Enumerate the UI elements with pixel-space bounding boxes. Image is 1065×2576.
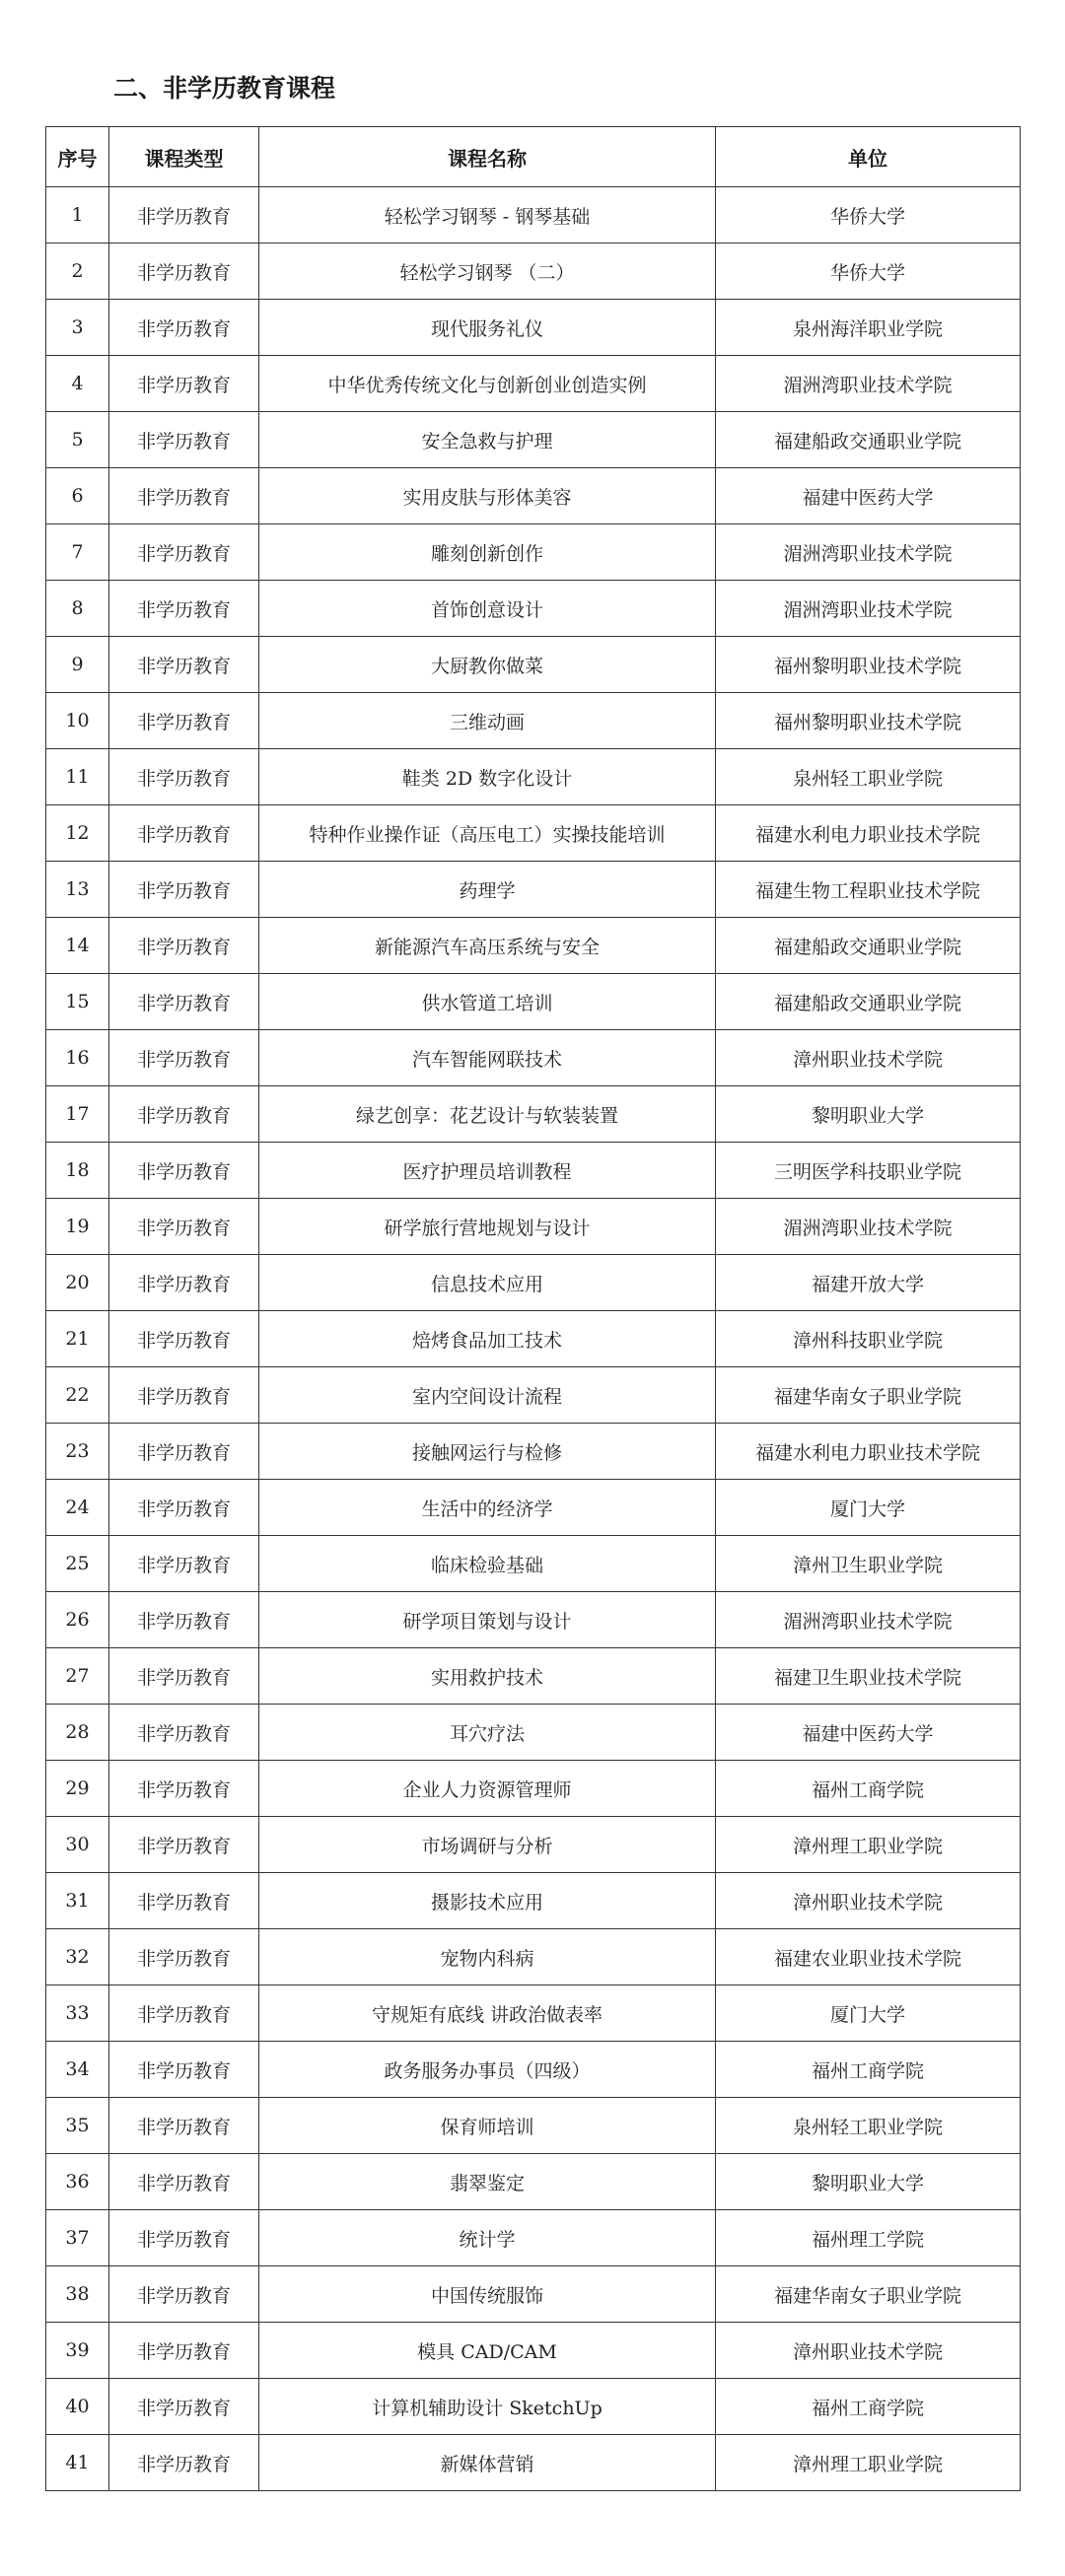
cell-type: 非学历教育 (109, 1761, 259, 1817)
cell-name: 三维动画 (259, 693, 716, 749)
cell-no: 7 (46, 524, 109, 581)
cell-type: 非学历教育 (109, 581, 259, 637)
cell-no: 39 (46, 2323, 109, 2379)
cell-name: 焙烤食品加工技术 (259, 1311, 716, 1367)
cell-unit: 福州黎明职业技术学院 (716, 637, 1021, 693)
table-row (46, 244, 1021, 300)
table-row (46, 1480, 1021, 1536)
cell-no: 40 (46, 2379, 109, 2435)
cell-type: 非学历教育 (109, 1030, 259, 1086)
table-row (46, 1143, 1021, 1199)
header-no: 序号 (46, 127, 109, 187)
cell-no: 17 (46, 1086, 109, 1143)
table-row (46, 805, 1021, 862)
cell-no: 37 (46, 2210, 109, 2266)
cell-no: 32 (46, 1929, 109, 1985)
cell-unit: 华侨大学 (716, 187, 1021, 244)
cell-no: 12 (46, 805, 109, 862)
cell-type: 非学历教育 (109, 2042, 259, 2098)
table-row (46, 2323, 1021, 2379)
cell-no: 28 (46, 1705, 109, 1761)
table-row (46, 1761, 1021, 1817)
cell-type: 非学历教育 (109, 468, 259, 524)
table-row (46, 637, 1021, 693)
cell-no: 35 (46, 2098, 109, 2154)
cell-name: 室内空间设计流程 (259, 1367, 716, 1424)
cell-unit: 华侨大学 (716, 244, 1021, 300)
table-row (46, 1424, 1021, 1480)
cell-unit: 福州理工学院 (716, 2210, 1021, 2266)
cell-name: 药理学 (259, 862, 716, 918)
cell-no: 1 (46, 187, 109, 244)
cell-name: 大厨教你做菜 (259, 637, 716, 693)
cell-name: 市场调研与分析 (259, 1817, 716, 1873)
header-name: 课程名称 (259, 127, 716, 187)
cell-no: 6 (46, 468, 109, 524)
cell-name: 模具 CAD/CAM (259, 2323, 716, 2379)
cell-name: 绿艺创享：花艺设计与软装装置 (259, 1086, 716, 1143)
cell-unit: 福建生物工程职业技术学院 (716, 862, 1021, 918)
cell-no: 20 (46, 1255, 109, 1311)
cell-unit: 福建水利电力职业技术学院 (716, 1424, 1021, 1480)
table-row (46, 412, 1021, 468)
cell-name: 轻松学习钢琴 - 钢琴基础 (259, 187, 716, 244)
cell-type: 非学历教育 (109, 1199, 259, 1255)
cell-name: 耳穴疗法 (259, 1705, 716, 1761)
cell-unit: 漳州理工职业学院 (716, 1817, 1021, 1873)
cell-no: 15 (46, 974, 109, 1030)
cell-name: 中华优秀传统文化与创新创业创造实例 (259, 356, 716, 412)
cell-name: 信息技术应用 (259, 1255, 716, 1311)
cell-name: 临床检验基础 (259, 1536, 716, 1592)
cell-unit: 福建华南女子职业学院 (716, 2266, 1021, 2323)
cell-name: 特种作业操作证（高压电工）实操技能培训 (259, 805, 716, 862)
cell-unit: 福建船政交通职业学院 (716, 974, 1021, 1030)
cell-name: 雕刻创新创作 (259, 524, 716, 581)
table-row (46, 1536, 1021, 1592)
table-row (46, 2379, 1021, 2435)
cell-name: 供水管道工培训 (259, 974, 716, 1030)
cell-no: 4 (46, 356, 109, 412)
table-row (46, 2154, 1021, 2210)
cell-no: 3 (46, 300, 109, 356)
cell-name: 现代服务礼仪 (259, 300, 716, 356)
cell-no: 2 (46, 244, 109, 300)
cell-unit: 福建中医药大学 (716, 1705, 1021, 1761)
table-row (46, 749, 1021, 805)
cell-unit: 福建农业职业技术学院 (716, 1929, 1021, 1985)
table-row (46, 1985, 1021, 2042)
cell-no: 22 (46, 1367, 109, 1424)
cell-name: 生活中的经济学 (259, 1480, 716, 1536)
cell-type: 非学历教育 (109, 2379, 259, 2435)
cell-name: 保育师培训 (259, 2098, 716, 2154)
cell-type: 非学历教育 (109, 1480, 259, 1536)
cell-type: 非学历教育 (109, 1086, 259, 1143)
cell-unit: 福建中医药大学 (716, 468, 1021, 524)
cell-no: 23 (46, 1424, 109, 1480)
table-row (46, 2042, 1021, 2098)
table-row (46, 1648, 1021, 1705)
cell-type: 非学历教育 (109, 805, 259, 862)
table-row (46, 468, 1021, 524)
cell-no: 25 (46, 1536, 109, 1592)
cell-no: 33 (46, 1985, 109, 2042)
table-row (46, 1199, 1021, 1255)
cell-type: 非学历教育 (109, 1255, 259, 1311)
cell-type: 非学历教育 (109, 244, 259, 300)
cell-no: 38 (46, 2266, 109, 2323)
table-row (46, 974, 1021, 1030)
cell-type: 非学历教育 (109, 918, 259, 974)
cell-unit: 漳州职业技术学院 (716, 1030, 1021, 1086)
table-row (46, 1086, 1021, 1143)
cell-name: 安全急救与护理 (259, 412, 716, 468)
cell-no: 18 (46, 1143, 109, 1199)
cell-unit: 漳州理工职业学院 (716, 2435, 1021, 2491)
cell-type: 非学历教育 (109, 1929, 259, 1985)
header-unit: 单位 (716, 127, 1021, 187)
cell-type: 非学历教育 (109, 862, 259, 918)
cell-no: 41 (46, 2435, 109, 2491)
table-row (46, 2098, 1021, 2154)
cell-name: 实用救护技术 (259, 1648, 716, 1705)
cell-unit: 湄洲湾职业技术学院 (716, 1199, 1021, 1255)
cell-type: 非学历教育 (109, 1367, 259, 1424)
table-row (46, 581, 1021, 637)
table-row (46, 2210, 1021, 2266)
cell-type: 非学历教育 (109, 1536, 259, 1592)
cell-name: 新能源汽车高压系统与安全 (259, 918, 716, 974)
course-table (45, 126, 1021, 2491)
cell-unit: 漳州卫生职业学院 (716, 1536, 1021, 1592)
table-row (46, 2435, 1021, 2491)
cell-type: 非学历教育 (109, 1817, 259, 1873)
cell-name: 计算机辅助设计 SketchUp (259, 2379, 716, 2435)
cell-name: 翡翠鉴定 (259, 2154, 716, 2210)
cell-unit: 厦门大学 (716, 1985, 1021, 2042)
cell-unit: 湄洲湾职业技术学院 (716, 581, 1021, 637)
table-row (46, 1873, 1021, 1929)
cell-type: 非学历教育 (109, 2154, 259, 2210)
cell-no: 16 (46, 1030, 109, 1086)
table-body (46, 187, 1021, 2491)
table-row (46, 524, 1021, 581)
table-row (46, 187, 1021, 244)
cell-type: 非学历教育 (109, 1985, 259, 2042)
cell-unit: 漳州职业技术学院 (716, 1873, 1021, 1929)
cell-no: 30 (46, 1817, 109, 1873)
cell-type: 非学历教育 (109, 1648, 259, 1705)
cell-unit: 福建华南女子职业学院 (716, 1367, 1021, 1424)
cell-type: 非学历教育 (109, 749, 259, 805)
cell-no: 11 (46, 749, 109, 805)
cell-type: 非学历教育 (109, 1311, 259, 1367)
cell-unit: 福建卫生职业技术学院 (716, 1648, 1021, 1705)
cell-name: 企业人力资源管理师 (259, 1761, 716, 1817)
cell-unit: 漳州职业技术学院 (716, 2323, 1021, 2379)
cell-no: 34 (46, 2042, 109, 2098)
cell-name: 摄影技术应用 (259, 1873, 716, 1929)
cell-unit: 湄洲湾职业技术学院 (716, 1592, 1021, 1648)
cell-name: 鞋类 2D 数字化设计 (259, 749, 716, 805)
cell-no: 8 (46, 581, 109, 637)
cell-type: 非学历教育 (109, 1143, 259, 1199)
table-row (46, 1929, 1021, 1985)
table-row (46, 693, 1021, 749)
cell-name: 医疗护理员培训教程 (259, 1143, 716, 1199)
cell-type: 非学历教育 (109, 2435, 259, 2491)
table-row (46, 1367, 1021, 1424)
cell-name: 首饰创意设计 (259, 581, 716, 637)
cell-type: 非学历教育 (109, 2210, 259, 2266)
cell-no: 5 (46, 412, 109, 468)
cell-unit: 泉州轻工职业学院 (716, 2098, 1021, 2154)
cell-name: 汽车智能网联技术 (259, 1030, 716, 1086)
cell-unit: 黎明职业大学 (716, 2154, 1021, 2210)
cell-no: 21 (46, 1311, 109, 1367)
cell-unit: 福州工商学院 (716, 2042, 1021, 2098)
cell-no: 14 (46, 918, 109, 974)
cell-unit: 福州黎明职业技术学院 (716, 693, 1021, 749)
cell-type: 非学历教育 (109, 2323, 259, 2379)
cell-type: 非学历教育 (109, 300, 259, 356)
table-row (46, 918, 1021, 974)
cell-unit: 漳州科技职业学院 (716, 1311, 1021, 1367)
cell-unit: 福建水利电力职业技术学院 (716, 805, 1021, 862)
cell-no: 13 (46, 862, 109, 918)
cell-no: 10 (46, 693, 109, 749)
cell-type: 非学历教育 (109, 1705, 259, 1761)
table-row (46, 1311, 1021, 1367)
cell-no: 36 (46, 2154, 109, 2210)
cell-unit: 湄洲湾职业技术学院 (716, 524, 1021, 581)
table-header-row (46, 127, 1021, 187)
cell-name: 研学旅行营地规划与设计 (259, 1199, 716, 1255)
cell-unit: 福建开放大学 (716, 1255, 1021, 1311)
header-type: 课程类型 (109, 127, 259, 187)
cell-no: 9 (46, 637, 109, 693)
cell-name: 政务服务办事员（四级） (259, 2042, 716, 2098)
cell-type: 非学历教育 (109, 412, 259, 468)
cell-type: 非学历教育 (109, 637, 259, 693)
cell-type: 非学历教育 (109, 693, 259, 749)
cell-no: 29 (46, 1761, 109, 1817)
cell-unit: 湄洲湾职业技术学院 (716, 356, 1021, 412)
table-row (46, 300, 1021, 356)
cell-name: 守规矩有底线 讲政治做表率 (259, 1985, 716, 2042)
cell-name: 实用皮肤与形体美容 (259, 468, 716, 524)
cell-type: 非学历教育 (109, 356, 259, 412)
cell-unit: 福建船政交通职业学院 (716, 412, 1021, 468)
cell-name: 中国传统服饰 (259, 2266, 716, 2323)
cell-type: 非学历教育 (109, 524, 259, 581)
cell-type: 非学历教育 (109, 187, 259, 244)
cell-name: 轻松学习钢琴 （二） (259, 244, 716, 300)
cell-type: 非学历教育 (109, 2098, 259, 2154)
cell-name: 接触网运行与检修 (259, 1424, 716, 1480)
cell-unit: 泉州海洋职业学院 (716, 300, 1021, 356)
table-row (46, 1255, 1021, 1311)
table-row (46, 2266, 1021, 2323)
cell-name: 宠物内科病 (259, 1929, 716, 1985)
table-row (46, 1705, 1021, 1761)
cell-unit: 泉州轻工职业学院 (716, 749, 1021, 805)
table-row (46, 862, 1021, 918)
cell-type: 非学历教育 (109, 974, 259, 1030)
cell-unit: 福州工商学院 (716, 1761, 1021, 1817)
cell-no: 19 (46, 1199, 109, 1255)
cell-type: 非学历教育 (109, 2266, 259, 2323)
cell-no: 31 (46, 1873, 109, 1929)
table-row (46, 1030, 1021, 1086)
cell-type: 非学历教育 (109, 1592, 259, 1648)
table-row (46, 1817, 1021, 1873)
table-row (46, 356, 1021, 412)
cell-unit: 福建船政交通职业学院 (716, 918, 1021, 974)
cell-type: 非学历教育 (109, 1424, 259, 1480)
cell-type: 非学历教育 (109, 1873, 259, 1929)
cell-unit: 福州工商学院 (716, 2379, 1021, 2435)
cell-name: 新媒体营销 (259, 2435, 716, 2491)
cell-unit: 黎明职业大学 (716, 1086, 1021, 1143)
cell-no: 24 (46, 1480, 109, 1536)
cell-no: 26 (46, 1592, 109, 1648)
cell-name: 统计学 (259, 2210, 716, 2266)
table-row (46, 1592, 1021, 1648)
cell-unit: 厦门大学 (716, 1480, 1021, 1536)
cell-no: 27 (46, 1648, 109, 1705)
cell-unit: 三明医学科技职业学院 (716, 1143, 1021, 1199)
cell-name: 研学项目策划与设计 (259, 1592, 716, 1648)
section-title: 二、非学历教育课程 (113, 74, 336, 103)
